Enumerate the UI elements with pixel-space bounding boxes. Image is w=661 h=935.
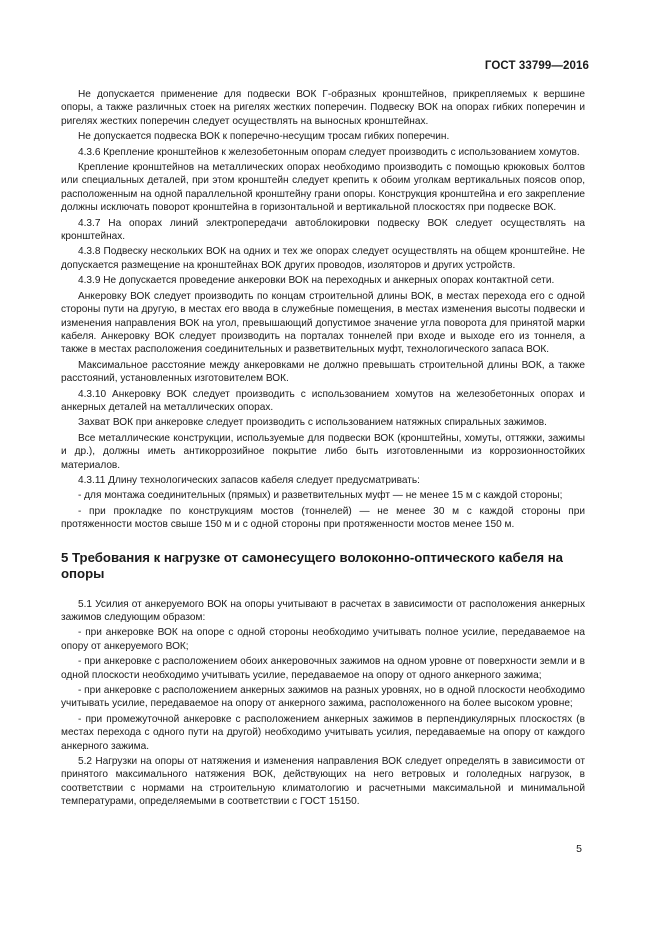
- list-item: - при прокладке по конструкциям мостов (тоннелей) — не менее 30 м с каждой стороны при протяженности мостов свыше 150 м и с одной стороны при протяженности мостов менее 150 м.: [61, 505, 585, 531]
- paragraph: Не допускается применение для подвески ВОК Г-образных кронштейнов, прикрепляемых к вершине опоры, а также различных стоек на ригелях жестких поперечин. Подвеску ВОК на опорах гибких поперечин и ригелях жестких поперечин следует осуществлять на выносных кронштейнах.: [61, 89, 585, 127]
- list-item: - при анкеровке с расположением анкерных зажимов на разных уровнях, но в одной плоскости необходимо учитывать усилие, передаваемое на опору от анкерного зажима, расположенного на более высоком уровне;: [61, 685, 585, 710]
- paragraph: Крепление кронштейнов на металлических опорах необходимо производить с помощью крюковых болтов или специальных деталей, при этом кронштейн следует крепить к обоим уголкам вертикальных поясов опор, расположенным на одной параллельной кронштейну грани опоры. Конструкция кронштейна и его закрепление должны исключать поворот кронштейна в горизонтальной и вертикальной плоскостях при подвеске ВОК.: [61, 162, 585, 214]
- clause-4-3-10: 4.3.10 Анкеровку ВОК следует производить с использованием хомутов на железобетонных опорах и анкерных деталей на металлических опорах.: [61, 388, 585, 413]
- clause-4-3-6: 4.3.6 Крепление кронштейнов к железобетонным опорам следует производить с использованием хомутов.: [78, 146, 580, 158]
- document-code-header: ГОСТ 33799—2016: [484, 60, 589, 72]
- paragraph: Не допускается подвеска ВОК к поперечно-несущим тросам гибких поперечин.: [78, 131, 450, 143]
- paragraph: Максимальное расстояние между анкеровками не должно превышать строительной длины ВОК, а также расстояний, установленных изготовителем ВОК.: [61, 359, 585, 385]
- clause-4-3-8: 4.3.8 Подвеску нескольких ВОК на одних и тех же опорах следует осуществлять на общем кронштейне. Не допускается размещение на кронштейнах ВОК других проводов, изоляторов и других устройств.: [61, 246, 585, 271]
- clause-4-3-9: 4.3.9 Не допускается проведение анкеровки ВОК на переходных и анкерных опорах контактной сети.: [78, 275, 555, 287]
- paragraph: Захват ВОК при анкеровке следует производить с использованием натяжных спиральных зажимов.: [78, 417, 547, 429]
- page-body: [61, 88, 585, 811]
- paragraph: Анкеровку ВОК следует производить по концам строительной длины ВОК, в местах перехода его с одной стороны пути на другую, в местах его ввода в служебные помещения, в местах изменения высоты подвески и изменения направления ВОК на угол, превышающий допустимое значение угла поворота для принятой марки кабеля. Анкеровку ВОК следует производить на порталах тоннелей при входе и выходе его из тоннеля, а также в местах расположения соединительных и разветвительных муфт, технологического запаса ВОК.: [61, 290, 585, 356]
- list-item: - при анкеровке ВОК на опоре с одной стороны необходимо учитывать полное усилие, передаваемое на опору от анкеруемого ВОК;: [61, 627, 585, 652]
- list-item: - для монтажа соединительных (прямых) и разветвительных муфт — не менее 15 м с каждой стороны;: [78, 490, 563, 502]
- clause-5-2: 5.2 Нагрузки на опоры от натяжения и изменения направления ВОК следует определять в зависимости от принятого максимального натяжения ВОК, действующих на него ветровых и гололедных нагрузок, в соответствии с нормами на строительную климатологию и расчетными максимальной и минимальной температурами, определяемыми в соответствии с ГОСТ 15150.: [61, 756, 585, 808]
- paragraph: Все металлические конструкции, используемые для подвески ВОК (кронштейны, хомуты, оттяжки, зажимы и др.), должны иметь антикоррозийное покрытие либо быть изготовленными из коррозионностойких материалов.: [61, 432, 585, 471]
- section-5-heading: 5 Требования к нагрузке от самонесущего волоконно-оптического кабеля на опоры: [61, 549, 564, 581]
- clause-4-3-11: 4.3.11 Длину технологических запасов кабеля следует предусматривать:: [78, 474, 420, 486]
- page-number: 5: [576, 843, 582, 855]
- list-item: - при промежуточной анкеровке с расположением анкерных зажимов в перпендикулярных плоскостях (в местах перехода с одного пути на другой) необходимо учитывать усилия, передаваемые на опору от каждого анкерного зажима.: [61, 713, 585, 752]
- list-item: - при анкеровке с расположением обоих анкеровочных зажимов на одном уровне от поверхности земли и в одной плоскости необходимо учитывать усилие, передаваемое на опору от одного анкерного зажима;: [61, 656, 585, 681]
- clause-5-1: 5.1 Усилия от анкеруемого ВОК на опоры учитывают в расчетах в зависимости от расположения анкерных зажимов следующим образом:: [61, 598, 585, 623]
- clause-4-3-7: 4.3.7 На опорах линий электропередачи автоблокировки подвеску ВОК следует осуществлять на кронштейнах.: [61, 217, 585, 243]
